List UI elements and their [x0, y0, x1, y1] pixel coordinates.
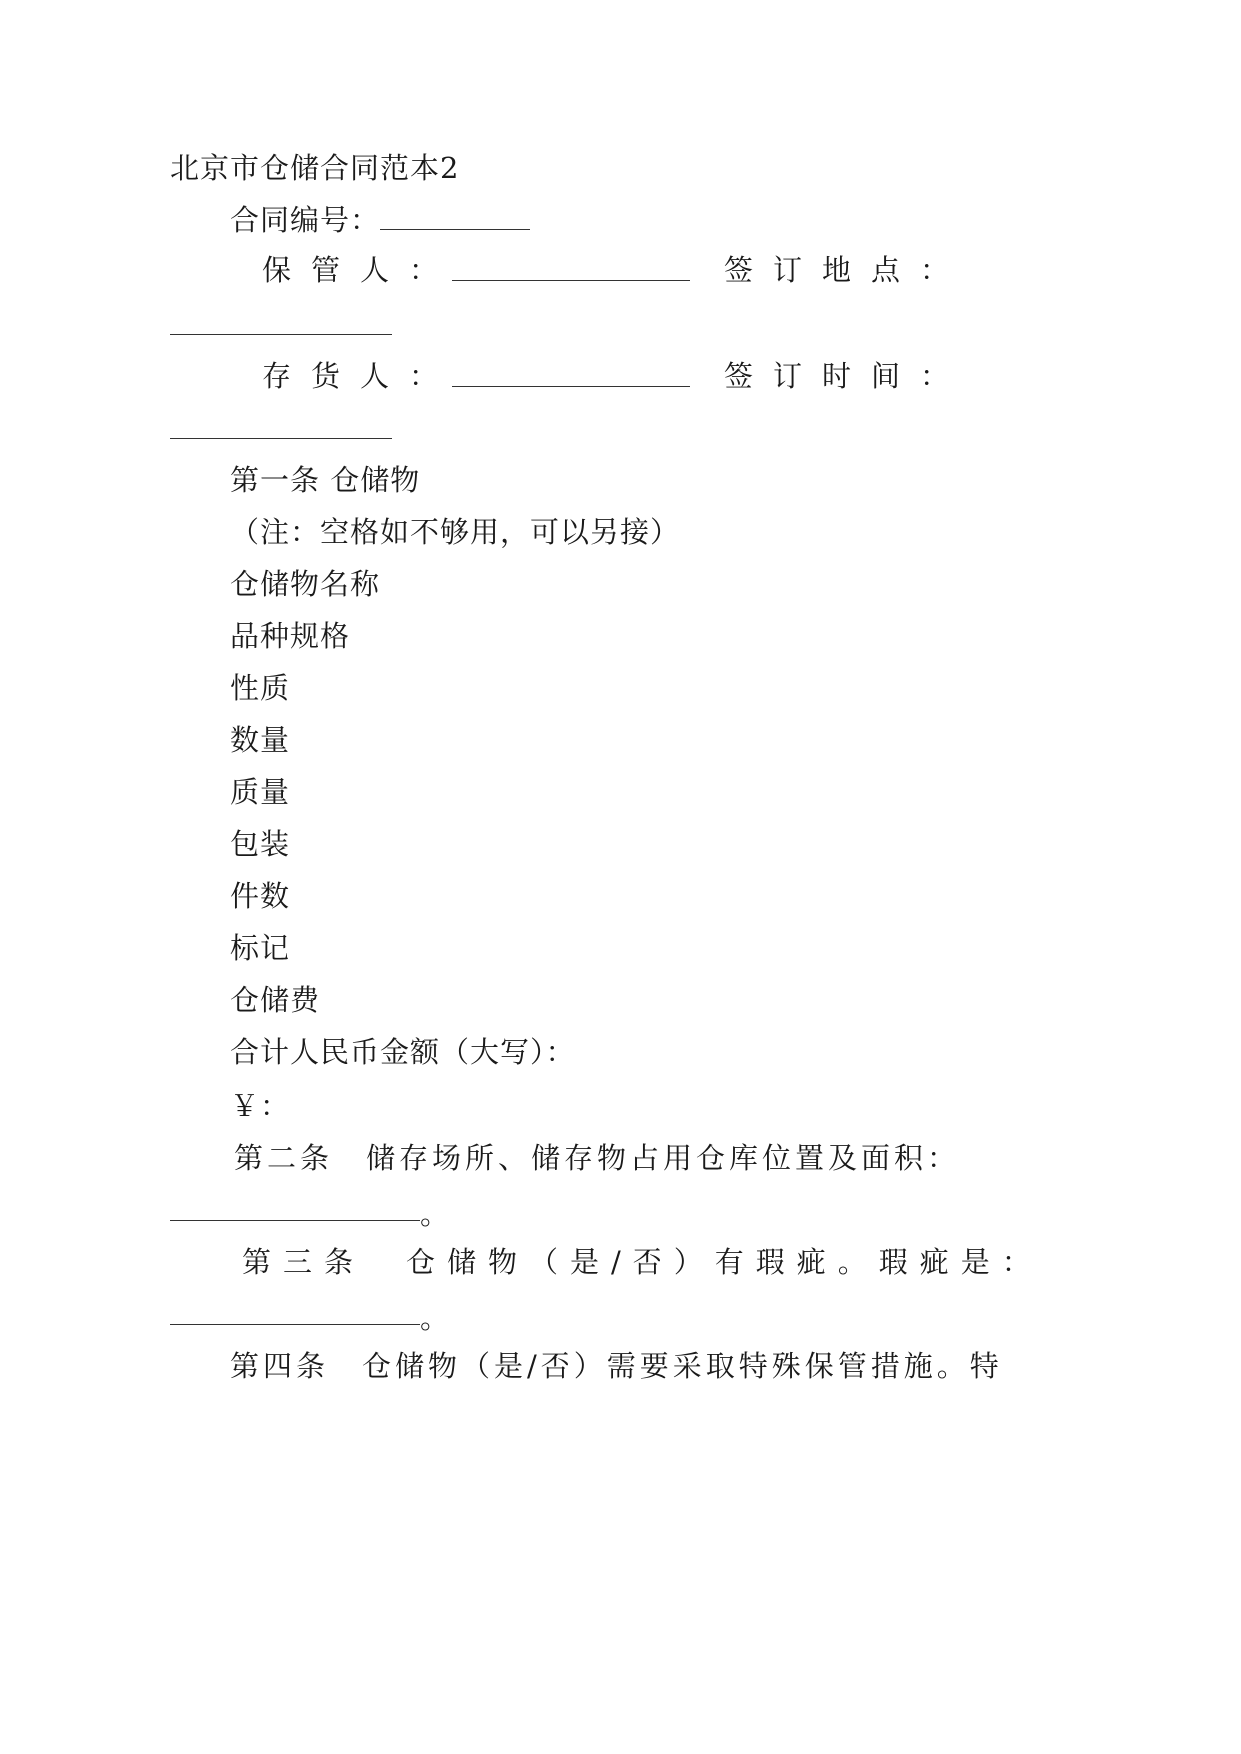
article-1-note: （注：空格如不够用，可以另接）	[230, 515, 681, 549]
article-2: 第二条 储存场所、储存物占用仓库位置及面积：	[234, 1141, 961, 1175]
sign-place-label: 签订地点：	[724, 253, 970, 287]
article-2-period: 。	[420, 1197, 450, 1231]
item-package: 包装	[230, 827, 291, 861]
article-4: 第四条 仓储物（是/否）需要采取特殊保管措施。特	[230, 1349, 1003, 1383]
document-title: 北京市仓储合同范本2	[170, 151, 460, 185]
contract-number-label: 合同编号：	[230, 203, 381, 237]
article-2-blank	[170, 1220, 420, 1221]
article-3: 第三条 仓储物（是/否）有瑕疵。瑕疵是：	[242, 1245, 1043, 1279]
item-quality: 质量	[230, 775, 291, 809]
article-1-title: 第一条 仓储物	[230, 463, 421, 497]
sign-time-label: 签订时间：	[724, 359, 970, 393]
item-mark: 标记	[230, 931, 291, 965]
article-3-blank	[170, 1324, 420, 1325]
item-quantity: 数量	[230, 723, 291, 757]
article-3-period: 。	[420, 1301, 450, 1335]
keeper-blank	[452, 280, 690, 281]
sign-place-blank	[170, 334, 392, 335]
item-pieces: 件数	[230, 879, 291, 913]
item-spec: 品种规格	[230, 619, 351, 653]
depositor-blank	[452, 386, 690, 387]
item-name: 仓储物名称	[230, 567, 381, 601]
depositor-label: 存货人：	[262, 359, 459, 393]
sign-time-blank	[170, 438, 392, 439]
item-fee: 仓储费	[230, 983, 321, 1017]
contract-number-blank	[380, 203, 530, 230]
yuan-label: ￥：	[230, 1089, 291, 1123]
item-nature: 性质	[230, 671, 291, 705]
contract-number-row	[230, 202, 530, 238]
keeper-label: 保管人：	[262, 253, 459, 287]
total-rmb-label: 合计人民币金额（大写）：	[230, 1035, 576, 1069]
